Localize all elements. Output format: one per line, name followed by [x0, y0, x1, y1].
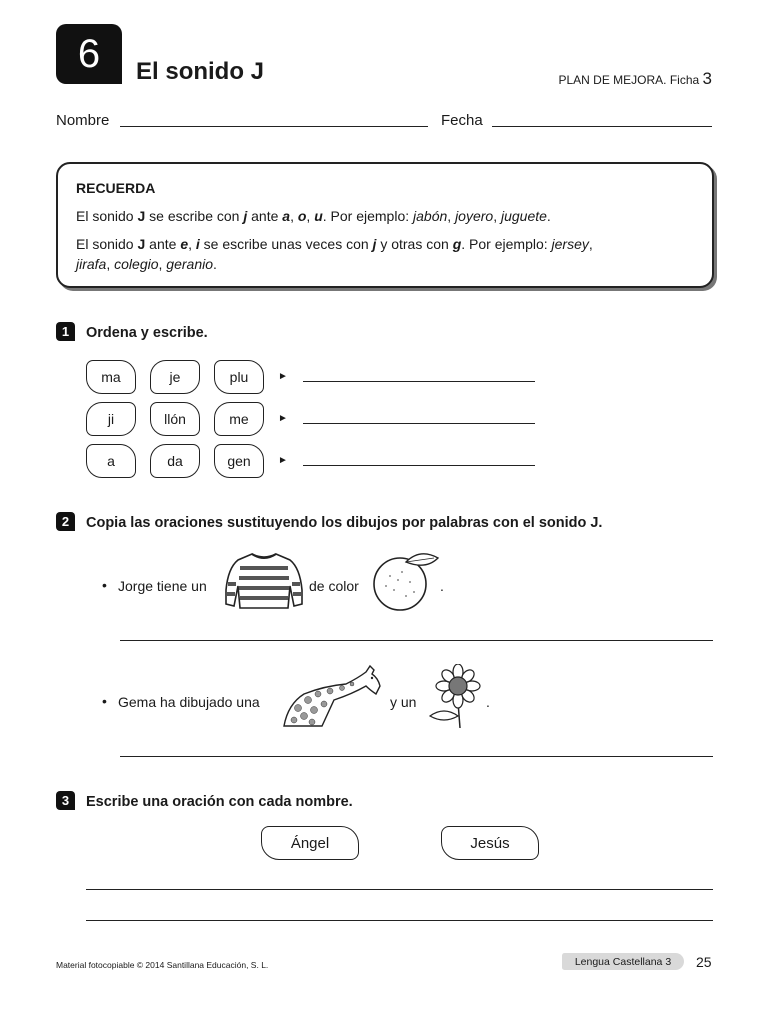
recuerda-title: RECUERDA [76, 180, 156, 196]
page-number: 25 [696, 954, 712, 970]
syllable-card[interactable]: ji [86, 402, 136, 436]
sweater-icon [224, 550, 304, 617]
ficha-text: PLAN DE MEJORA. Ficha [558, 73, 700, 87]
exercise-2-title: Copia las oraciones sustituyendo los dibujos por palabras con el sonido J. [86, 515, 603, 531]
answer-line[interactable] [303, 465, 535, 466]
ficha-label [558, 69, 712, 89]
syllable-card[interactable]: plu [214, 360, 264, 394]
bullet: • [102, 577, 107, 593]
syllable-card[interactable]: me [214, 402, 264, 436]
arrow-icon: ► [278, 413, 288, 424]
answer-line[interactable] [303, 381, 535, 382]
bullet: • [102, 693, 107, 709]
syllable-card[interactable]: llón [150, 402, 200, 436]
giraffe-icon [282, 664, 382, 733]
ficha-number: 3 [702, 69, 712, 88]
answer-line[interactable] [303, 423, 535, 424]
arrow-icon: ► [278, 371, 288, 382]
name-line[interactable] [120, 126, 428, 127]
sunflower-icon [424, 664, 486, 735]
date-label: Fecha [441, 112, 483, 129]
syllable-card[interactable]: da [150, 444, 200, 478]
answer-line[interactable] [120, 756, 713, 757]
sentence-2-part-b: y un [390, 694, 417, 710]
syllable-card[interactable]: je [150, 360, 200, 394]
exercise-3-title: Escribe una oración con cada nombre. [86, 794, 353, 810]
sentence-2-end: . [486, 694, 490, 710]
exercise-1-title: Ordena y escribe. [86, 325, 208, 341]
recuerda-box [56, 162, 714, 288]
exercise-1-number: 1 [56, 322, 75, 341]
recuerda-rule-2: El sonido J ante e, i se escribe unas veces con j y otras con g. Por ejemplo: jersey, jirafa, colegio, geranio. [76, 236, 593, 272]
subject-tag: Lengua Castellana 3 [562, 953, 684, 970]
name-label: Nombre [56, 112, 110, 129]
copyright-text: Material fotocopiable © 2014 Santillana Educación, S. L. [56, 960, 269, 970]
recuerda-rule-1: El sonido J se escribe con j ante a, o, u. Por ejemplo: jabón, joyero, juguete. [76, 208, 551, 224]
sentence-1-part-b: de color [309, 578, 359, 594]
name-card-jesus[interactable]: Jesús [441, 826, 539, 860]
date-line[interactable] [492, 126, 712, 127]
page-title: El sonido J [136, 58, 265, 85]
sentence-1-part-a: Jorge tiene un [118, 578, 207, 594]
exercise-3-number: 3 [56, 791, 75, 810]
answer-line[interactable] [86, 920, 713, 921]
orange-icon [372, 550, 442, 617]
arrow-icon: ► [278, 455, 288, 466]
sentence-1-end: . [440, 578, 444, 594]
exercise-2-number: 2 [56, 512, 75, 531]
answer-line[interactable] [86, 889, 713, 890]
sentence-2-part-a: Gema ha dibujado una [118, 694, 260, 710]
syllable-card[interactable]: gen [214, 444, 264, 478]
answer-line[interactable] [120, 640, 713, 641]
name-card-angel[interactable]: Ángel [261, 826, 359, 860]
syllable-card[interactable]: ma [86, 360, 136, 394]
unit-number-badge: 6 [56, 24, 122, 84]
syllable-card[interactable]: a [86, 444, 136, 478]
